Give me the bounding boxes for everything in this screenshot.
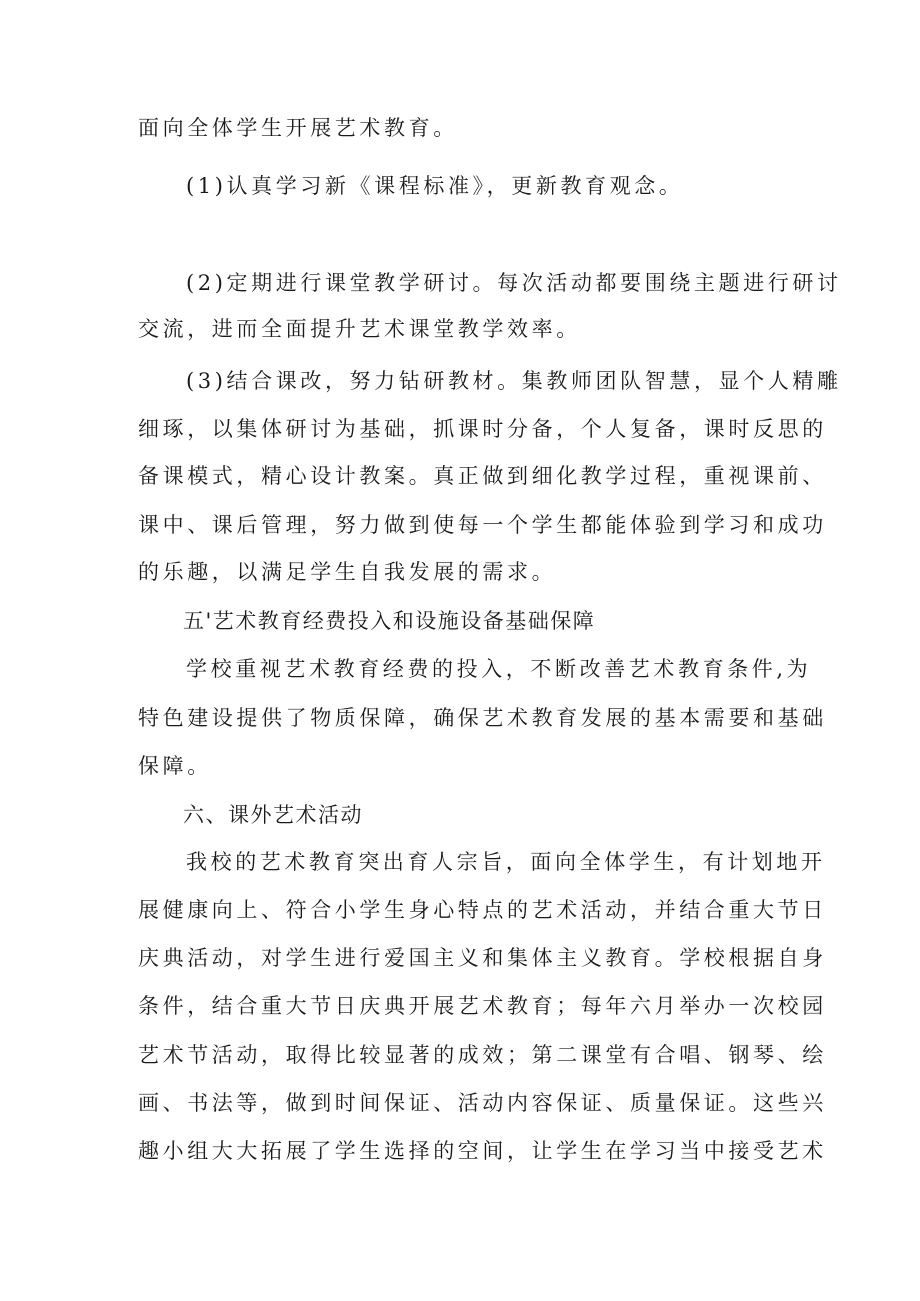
section-6-line: 趣小组大大拓展了学生选择的空间，让学生在学习当中接受艺术 [138, 1139, 827, 1163]
section-5-line: 学校重视艺术教育经费的投入，不断改善艺术教育条件,为 [186, 657, 812, 681]
section-6-line: 我校的艺术教育突出育人宗旨，面向全体学生，有计划地开 [186, 850, 826, 874]
list-item-3-line: 课中、课后管理，努力做到使每一个学生都能体验到学习和成功 [138, 513, 827, 537]
section-6-line: 条件，结合重大节日庆典开展艺术教育；每年六月举办一次校园 [138, 994, 827, 1018]
list-item-2-line: 交流，进而全面提升艺术课堂教学效率。 [138, 317, 581, 341]
section-6-line: 展健康向上、符合小学生身心特点的艺术活动，并结合重大节日 [138, 898, 827, 922]
paragraph-intro-line: 面向全体学生开展艺术教育。 [138, 116, 458, 140]
section-6-line: 艺术节活动，取得比较显著的成效；第二课堂有合唱、钢琴、绘 [138, 1043, 827, 1067]
section-5-line: 特色建设提供了物质保障，确保艺术教育发展的基本需要和基础 [138, 706, 827, 730]
section-5-line: 保障。 [138, 754, 212, 778]
section-5-heading: 五'艺术教育经费投入和设施设备基础保障 [183, 609, 596, 633]
list-item-1-line: (1)认真学习新《课程标准》，更新教育观念。 [186, 174, 684, 198]
list-item-2-line: (2)定期进行课堂教学研讨。每次活动都要围绕主题进行研讨 [186, 271, 842, 295]
section-6-line: 画、书法等，做到时间保证、活动内容保证、质量保证。这些兴 [138, 1091, 827, 1115]
list-item-3-line: 备课模式，精心设计教案。真正做到细化教学过程，重视课前、 [138, 464, 827, 488]
list-item-3-line: (3)结合课改，努力钻研教材。集教师团队智慧，显个人精雕 [186, 369, 842, 393]
section-6-line: 庆典活动，对学生进行爱国主义和集体主义教育。学校根据自身 [138, 946, 827, 970]
section-6-heading: 六、课外艺术活动 [183, 803, 363, 827]
list-item-3-line: 细琢，以集体研讨为基础，抓课时分备，个人复备，课时反思的 [138, 417, 827, 441]
list-item-3-line: 的乐趣，以满足学生自我发展的需求。 [138, 560, 557, 584]
